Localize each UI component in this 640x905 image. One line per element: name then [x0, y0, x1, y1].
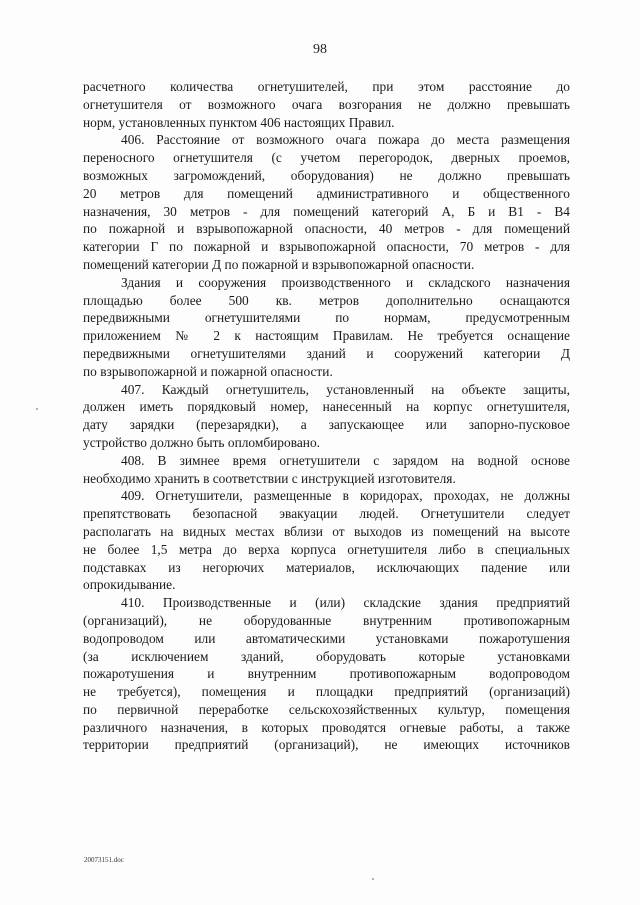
text-line: категории Г по пожарной и взрывопожарной опасности, 70 метров - для — [83, 239, 570, 255]
text-line: расчетного количества огнетушителей, при этом расстояние до — [83, 79, 570, 94]
paragraph-408 — [83, 452, 570, 488]
text-line: различного назначения, в которых проводятся огневые работы, а также — [83, 719, 570, 735]
paragraph-409 — [83, 487, 570, 594]
text-line: опрокидывание. — [83, 577, 176, 593]
text-line: Здания и сооружения производственного и складского назначения — [121, 274, 570, 290]
text-line: по первичной переработке сельскохозяйственных культур, помещения — [83, 701, 570, 717]
text-line: располагать на видных местах вблизи от выходов из помещений на высоте — [83, 523, 570, 539]
document-file-code: 20073151.doc — [84, 856, 124, 864]
paragraph — [83, 78, 570, 131]
text-line: должен иметь порядковый номер, нанесенный на корпус огнетушителя, — [83, 399, 570, 415]
text-line: 410. Производственные и (или) складские здания предприятий — [121, 595, 570, 611]
paragraph-407 — [83, 381, 570, 452]
text-line: водопроводом или автоматическими установками пожаротушения — [83, 630, 570, 646]
paragraph-410 — [83, 594, 570, 754]
text-line: помещений категории Д по пожарной и взрывопожарной опасности. — [83, 256, 475, 272]
text-line: устройство должно быть опломбировано. — [83, 434, 320, 450]
text-line: переносного огнетушителя (с учетом перегородок, дверных проемов, — [83, 150, 570, 166]
text-line: огнетушителя от возможного очага возгорания не должно превышать — [83, 96, 570, 112]
paragraph — [83, 274, 570, 381]
text-line: назначения, 30 метров - для помещений категорий А, Б и В1 - В4 — [83, 203, 570, 219]
text-line: 407. Каждый огнетушитель, установленный на объекте защиты, — [121, 381, 570, 397]
text-line: передвижными огнетушителями зданий и сооружений категории Д — [83, 345, 570, 361]
text-line: 20 метров для помещений административного и общественного — [83, 185, 570, 201]
text-line: 408. В зимнее время огнетушители с зарядом на водной основе — [121, 452, 570, 468]
text-line: препятствовать безопасной эвакуации людей. Огнетушители следует — [83, 506, 570, 522]
text-line: возможных загромождений, оборудования) не должно превышать — [83, 167, 570, 183]
body-text — [83, 78, 570, 754]
paragraph-406 — [83, 131, 570, 273]
text-line: приложением № 2 к настоящим Правилам. Не требуется оснащение — [83, 328, 570, 344]
text-line: территории предприятий (организаций), не имеющих источников — [83, 737, 570, 753]
text-line: передвижными огнетушителями по нормам, предусмотренным — [83, 310, 570, 326]
text-line: по взрывопожарной и пожарной опасности. — [83, 363, 333, 379]
text-line: подставках из негорючих материалов, исключающих падение или — [83, 559, 570, 575]
text-line: пожаротушения и внутренним противопожарным водопроводом — [83, 666, 570, 682]
scan-speck — [372, 878, 374, 880]
text-line: дату зарядки (перезарядки), а запускающее или запорно-пусковое — [83, 417, 570, 433]
text-line: не требуется), помещения и площадки предприятий (организаций) — [83, 684, 570, 700]
text-line: необходимо хранить в соответствии с инструкцией изготовителя. — [83, 470, 456, 486]
text-line: по пожарной и взрывопожарной опасности, 40 метров - для помещений — [83, 221, 570, 237]
text-line: не более 1,5 метра до верха корпуса огнетушителя либо в специальных — [83, 541, 570, 557]
page-number: 98 — [313, 42, 327, 57]
text-line: (организаций), не оборудованные внутренним противопожарным — [83, 612, 570, 628]
text-line: площадью более 500 кв. метров дополнительно оснащаются — [83, 292, 570, 308]
text-line: (за исключением зданий, оборудовать которые установками — [83, 648, 570, 664]
text-line: 406. Расстояние от возможного очага пожара до места размещения — [121, 132, 570, 148]
scan-speck — [36, 408, 38, 410]
text-line: норм, установленных пунктом 406 настоящих Правил. — [83, 114, 395, 130]
text-line: 409. Огнетушители, размещенные в коридорах, проходах, не должны — [121, 488, 570, 504]
